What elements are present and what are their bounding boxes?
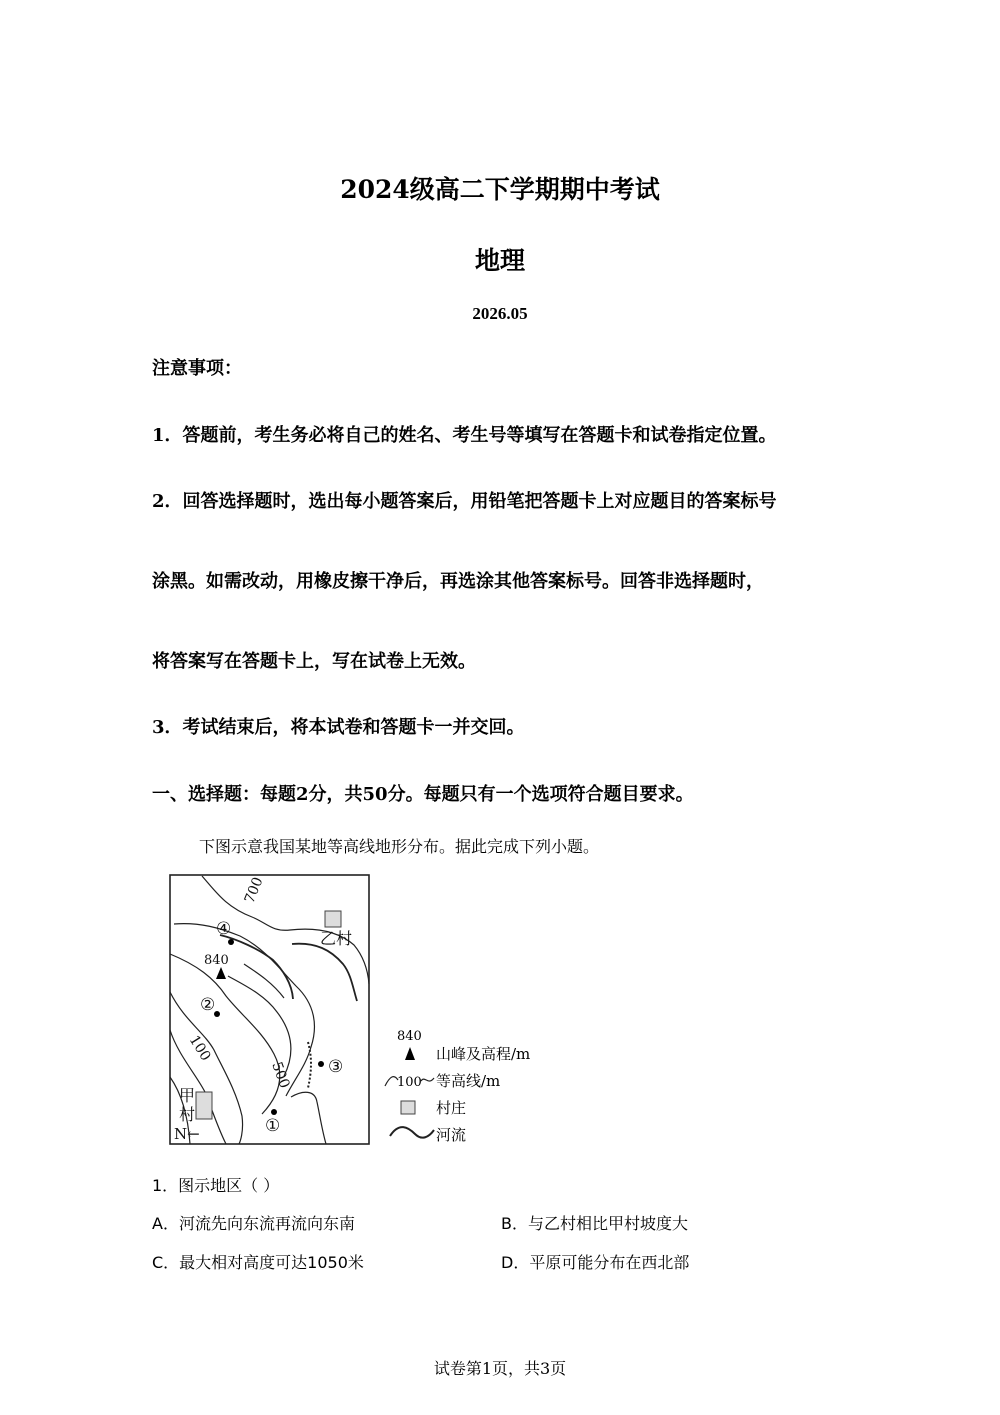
point-2-label: ② [200, 995, 216, 1015]
notice-item: 2．回答选择题时，选出每小题答案后，用铅笔把答题卡上对应题目的答案标号 [152, 491, 777, 512]
question-stem: 1．图示地区（ ） [152, 1176, 280, 1195]
point-1-label: ① [265, 1116, 281, 1136]
map-legend [385, 1029, 530, 1144]
exam-title: 2024级高二下学期期中考试 [340, 175, 660, 204]
option-c: C．最大相对高度可达1050米 [152, 1253, 364, 1272]
village-yi-icon [325, 911, 341, 927]
legend-river-label: 河流 [436, 1126, 467, 1144]
village-yi-label: 乙村 [320, 929, 353, 948]
legend-village-icon [401, 1101, 415, 1114]
notice-item: 3．考试结束后，将本试卷和答题卡一并交回。 [152, 717, 525, 738]
exam-date: 2026.05 [472, 304, 528, 323]
legend-village-label: 村庄 [436, 1099, 467, 1117]
section-intro: 下图示意我国某地等高线地形分布。据此完成下列小题。 [199, 837, 600, 856]
option-b: B．与乙村相比甲村坡度大 [501, 1214, 688, 1233]
point-3-dot [318, 1061, 324, 1067]
option-a: A．河流先向东流再流向东南 [152, 1214, 355, 1233]
contour-label-700: 700 [241, 874, 267, 906]
village-jia-icon [196, 1092, 212, 1119]
legend-contour-value: 100 [397, 1075, 422, 1090]
section-heading: 一、选择题：每题2分，共50分。每题只有一个选项符合题目要求。 [152, 784, 694, 805]
notice-item: 1．答题前，考生务必将自己的姓名、考生号等填写在答题卡和试卷指定位置。 [152, 425, 777, 446]
legend-peak-label: 山峰及高程/m [436, 1045, 531, 1063]
legend-river-icon [390, 1127, 434, 1138]
contour-label-500: 500 [268, 1059, 293, 1091]
contour-label-100: 100 [185, 1032, 214, 1064]
north-arrow: N← [174, 1125, 200, 1143]
point-1-dot [271, 1109, 277, 1115]
point-3-label: ③ [328, 1057, 344, 1077]
notice-item: 将答案写在答题卡上，写在试卷上无效。 [152, 651, 476, 672]
page-footer: 试卷第1页，共3页 [433, 1359, 567, 1378]
point-4-dot [228, 939, 234, 945]
peak-elevation-label: 840 [204, 953, 229, 968]
option-d: D．平原可能分布在西北部 [501, 1253, 690, 1272]
legend-peak-icon [405, 1047, 415, 1060]
point-4-label: ④ [216, 919, 232, 939]
contour-map [166, 872, 556, 1152]
village-jia-label-top: 甲 [179, 1086, 196, 1105]
notice-item: 涂黑。如需改动，用橡皮擦干净后，再选涂其他答案标号。回答非选择题时， [152, 571, 764, 592]
village-jia-label-bottom: 村 [179, 1105, 196, 1124]
legend-contour-label: 等高线/m [436, 1072, 501, 1090]
exam-subject: 地理 [474, 246, 525, 275]
notice-heading: 注意事项： [152, 358, 242, 379]
legend-contour-right-icon [421, 1078, 434, 1081]
legend-peak-value: 840 [397, 1029, 422, 1044]
